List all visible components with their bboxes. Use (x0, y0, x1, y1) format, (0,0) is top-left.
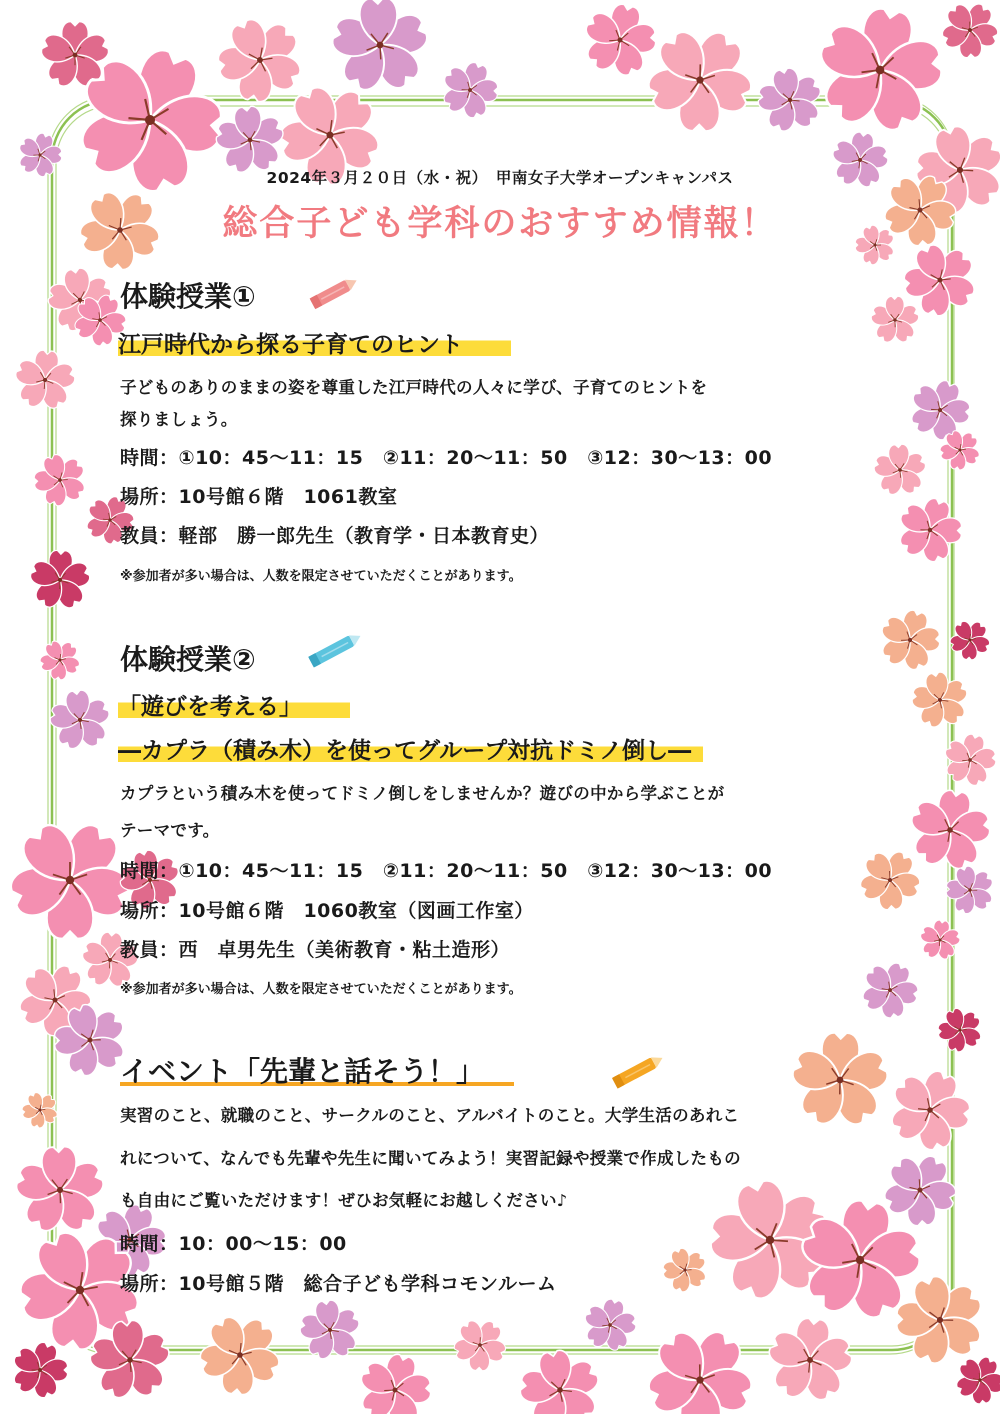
class2-teacher: 教員：西 卓男先生（美術教育・粘土造形） (120, 939, 511, 961)
pencil-orange-icon (604, 1052, 668, 1092)
class1-subtitle-highlight (118, 326, 511, 359)
class2-subtitle1-highlight (118, 688, 350, 721)
class1-time: 時間：①10：45～11：15 ②11：20～11：50 ③12：30～13：00 (120, 447, 773, 469)
class2-heading: 体験授業② (120, 643, 256, 676)
class2-subtitle2: ―カプラ（積み木）を使ってグループ対抗ドミノ倒し― (118, 738, 703, 764)
class1-place: 場所：10号館６階 1061教室 (120, 486, 398, 508)
class2-subtitle1: 「遊びを考える」 (118, 694, 350, 720)
event-desc-line1: 実習のこと、就職のこと、サークルのこと、アルバイトのこと。大学生活のあれこ (120, 1106, 740, 1125)
class1-teacher: 教員：軽部 勝一郎先生（教育学・日本教育史） (120, 525, 550, 547)
class1-subtitle: 江戸時代から探る子育てのヒント (118, 332, 511, 358)
event-desc-line3: も自由にご覧いただけます！ぜひお気軽にお越しください♪ (120, 1191, 568, 1210)
class1-desc-line2: 探りましょう。 (120, 410, 238, 429)
class2-desc-line1: カプラという積み木を使ってドミノ倒しをしませんか？遊びの中から学ぶことが (120, 784, 725, 803)
class1-desc-line1: 子どものありのままの姿を尊重した江戸時代の人々に学び、子育てのヒントを (120, 378, 708, 397)
class2-note: ※参加者が多い場合は、人数を限定させていただくことがあります。 (120, 982, 522, 997)
class1-heading: 体験授業① (120, 280, 256, 313)
class1-note: ※参加者が多い場合は、人数を限定させていただくことがあります。 (120, 569, 522, 584)
pencil-pink-icon (300, 276, 362, 312)
page-title: 総合子ども学科のおすすめ情報！ (222, 204, 778, 244)
event-date-line: 2024年３月２０日（水・祝） 甲南女子大学オープンキャンパス (266, 169, 734, 187)
class2-place: 場所：10号館６階 1060教室（図画工作室） (120, 900, 534, 922)
event-place: 場所：10号館５階 総合子ども学科コモンルーム (120, 1273, 557, 1295)
class2-subtitle2-highlight (118, 732, 703, 765)
pencil-blue-icon (300, 630, 368, 670)
event-desc-line2: れについて、なんでも先輩や先生に聞いてみよう！実習記録や授業で作成したもの (120, 1149, 741, 1168)
class2-desc-line2: テーマです。 (120, 821, 220, 840)
event-time: 時間：10：00～15：00 (120, 1233, 347, 1255)
class2-time: 時間：①10：45～11：15 ②11：20～11：50 ③12：30～13：00 (120, 860, 773, 882)
event-heading: イベント「先輩と話そう！」 (120, 1050, 514, 1090)
